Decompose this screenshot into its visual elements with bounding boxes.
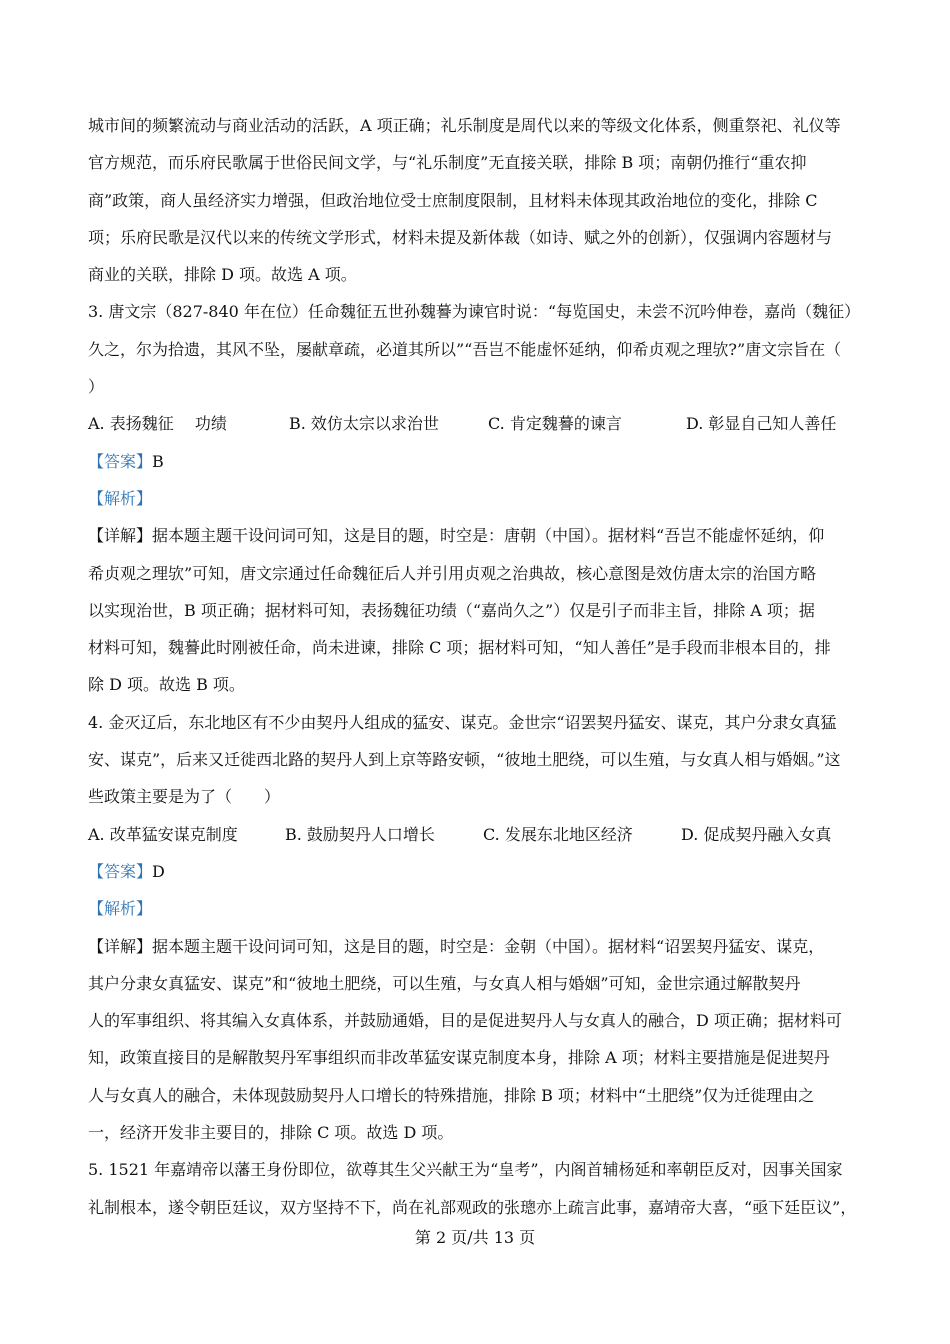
- analysis-label: 【解析】: [88, 488, 153, 508]
- option-c: C. 发展东北地区经济: [483, 824, 633, 844]
- answer-line: [88, 853, 918, 890]
- detail-label: 【详解】: [88, 526, 153, 546]
- question-5-stem: 礼制根本，遂令朝臣廷议，双方坚持不下，尚在礼部观政的张璁亦上疏言此事，嘉靖帝大喜，“亟下廷臣议”，: [88, 1197, 857, 1217]
- question-3-stem: ）: [88, 377, 105, 397]
- option-d: D. 彰显自己知人善任: [686, 414, 837, 434]
- detail-line: 以实现治世，B 项正确；据材料可知，表扬魏征功绩（“嘉尚久之”）仅是引子而非主旨，排除 A 项；据: [88, 600, 815, 620]
- text-line: 官方规范，而乐府民歌属于世俗民间文学，与“礼乐制度”无直接关联，排除 B 项；南朝仍推行“重农抑: [88, 153, 807, 173]
- text-line: 城市间的频繁流动与商业活动的活跃，A 项正确；礼乐制度是周代以来的等级文化体系，侧重祭祀、礼仪等: [88, 116, 841, 135]
- text-line: 商”政策，商人虽经济实力增强，但政治地位受士庶制度限制，且材料未体现其政治地位的变化，排除 C: [88, 190, 818, 210]
- analysis-label: 【解析】: [88, 899, 153, 919]
- option-a: A. 表扬魏征 功绩: [88, 414, 227, 434]
- detail-line: 材料可知，魏謩此时刚被任命，尚未进谏，排除 C 项；据材料可知，“知人善任”是手段而非根本目的，排: [88, 638, 831, 658]
- question-4-stem: 些政策主要是为了（ ）: [88, 787, 281, 807]
- detail-text: 据本题主题干设问词可知，这是目的题，时空是：唐朝（中国）。据材料“吾岂不能虚怀延纳，仰: [152, 526, 825, 546]
- detail-line: 希贞观之理欤”可知，唐文宗通过任命魏征后人并引用贞观之治典故，核心意图是效仿唐太宗的治国方略: [88, 563, 817, 583]
- question-3-options: [88, 405, 918, 442]
- answer-value: B: [152, 451, 164, 471]
- question-4-stem: 4. 金灭辽后，东北地区有不少由契丹人组成的猛安、谋克。金世宗“诏罢契丹猛安、谋克，其户分隶女真猛: [88, 712, 837, 732]
- detail-line: 其户分隶女真猛安、谋克”和“彼地土肥绕，可以生殖，与女真人相与婚姻”可知，金世宗通过解散契丹: [88, 973, 801, 993]
- option-b: B. 鼓励契丹人口增长: [285, 824, 435, 844]
- detail-line: 除 D 项。故选 B 项。: [88, 675, 245, 695]
- question-3-stem: 久之，尔为拾遗，其风不坠，屡献章疏，必道其所以”“吾岂不能虚怀延纳，仰希贞观之理欤?”唐文宗旨在（: [88, 339, 842, 359]
- page-number: 第 2 页/共 13 页: [414, 1228, 536, 1247]
- text-line: 项；乐府民歌是汉代以来的传统文学形式，材料未提及新体裁（如诗、赋之外的创新），仅强调内容题材与: [88, 227, 833, 247]
- question-5-stem: 5. 1521 年嘉靖帝以藩王身份即位，欲尊其生父兴献王为“皇考”，内阁首辅杨延和率朝臣反对，因事关国家: [88, 1160, 843, 1180]
- detail-line: [88, 517, 918, 554]
- document-page: [88, 107, 918, 1226]
- question-4-stem: 安、谋克”，后来又迁徙西北路的契丹人到上京等路安顿，“彼地土肥绕，可以生殖，与女真人相与婚姻。”这: [88, 750, 841, 770]
- detail-line: 一，经济开发非主要目的，排除 C 项。故选 D 项。: [88, 1123, 454, 1143]
- detail-line: 知，政策直接目的是解散契丹军事组织而非改革猛安谋克制度本身，排除 A 项；材料主要措施是促进契丹: [88, 1048, 830, 1068]
- option-a: A. 改革猛安谋克制度: [88, 824, 238, 844]
- question-4-options: [88, 816, 918, 853]
- detail-line: [88, 928, 918, 965]
- option-b: B. 效仿太宗以求治世: [289, 414, 439, 434]
- option-d: D. 促成契丹融入女真: [681, 824, 832, 844]
- detail-text: 据本题主题干设问词可知，这是目的题，时空是：金朝（中国）。据材料“诏罢契丹猛安、谋克，: [152, 936, 825, 956]
- option-c: C. 肯定魏謩的谏言: [488, 414, 622, 434]
- detail-label: 【详解】: [88, 936, 153, 956]
- answer-value: D: [152, 861, 165, 881]
- answer-label: 【答案】: [88, 861, 153, 881]
- question-3-stem: 3. 唐文宗（827-840 年在位）任命魏征五世孙魏謩为谏官时说：“每览国史，未尝不沉吟伸卷，嘉尚（魏征）: [88, 302, 861, 322]
- answer-line: [88, 443, 918, 480]
- detail-line: 人的军事组织、将其编入女真体系，并鼓励通婚，目的是促进契丹人与女真人的融合，D 项正确；据材料可: [88, 1011, 842, 1031]
- answer-label: 【答案】: [88, 451, 153, 471]
- text-line: 商业的关联，排除 D 项。故选 A 项。: [88, 265, 357, 285]
- detail-line: 人与女真人的融合，未体现鼓励契丹人口增长的特殊措施，排除 B 项；材料中“土肥绕”仅为迁徙理由之: [88, 1085, 815, 1105]
